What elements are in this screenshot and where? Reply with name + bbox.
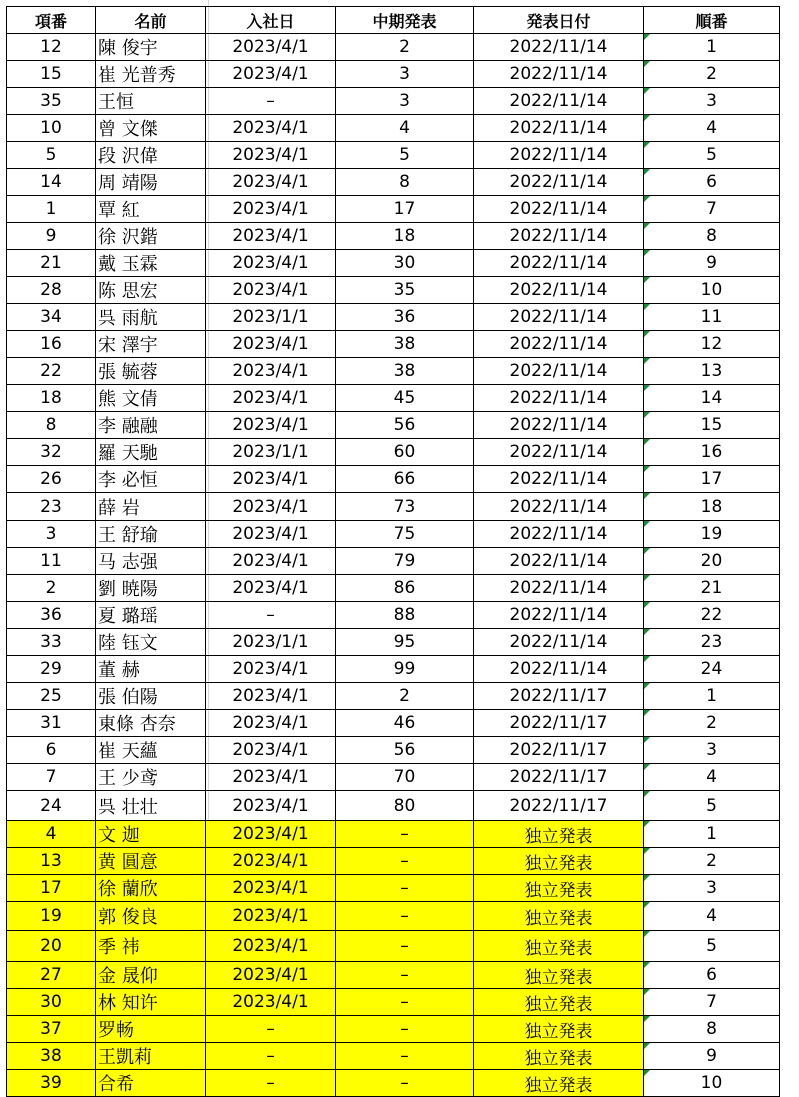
cell-presentation-date[interactable]: 2022/11/17 (474, 683, 644, 710)
cell-mid-presentation[interactable]: 3 (336, 61, 474, 88)
cell-join-date[interactable]: 2023/4/1 (206, 875, 336, 902)
cell-id[interactable]: 19 (7, 902, 96, 931)
cell-id[interactable]: 7 (7, 764, 96, 791)
cell-join-date[interactable]: 2023/4/1 (206, 902, 336, 931)
cell-name[interactable]: 東條 杏奈 (96, 710, 206, 737)
table-row (7, 875, 780, 902)
cell-id[interactable]: 16 (7, 331, 96, 358)
cell-order[interactable]: 15 (644, 412, 780, 439)
table-row (7, 737, 780, 764)
cell-presentation-date[interactable]: 2022/11/14 (474, 223, 644, 250)
table-row (7, 962, 780, 989)
cell-name[interactable]: 熊 文倩 (96, 385, 206, 412)
cell-presentation-date[interactable]: 2022/11/14 (474, 602, 644, 629)
cell-presentation-date[interactable]: 独立発表 (474, 902, 644, 931)
cell-presentation-date[interactable]: 2022/11/17 (474, 764, 644, 791)
cell-presentation-date[interactable]: 2022/11/14 (474, 439, 644, 466)
cell-order[interactable]: 2 (644, 710, 780, 737)
table-row (7, 115, 780, 142)
cell-join-date[interactable]: 2023/4/1 (206, 821, 336, 848)
cell-join-date[interactable]: – (206, 1043, 336, 1070)
table-row (7, 575, 780, 602)
cell-join-date[interactable]: – (206, 1016, 336, 1043)
cell-presentation-date[interactable]: 2022/11/14 (474, 250, 644, 277)
cell-name[interactable]: 宋 澤宇 (96, 331, 206, 358)
cell-order[interactable]: 1 (644, 34, 780, 61)
cell-mid-presentation[interactable]: 45 (336, 385, 474, 412)
cell-mid-presentation[interactable]: 46 (336, 710, 474, 737)
cell-id[interactable]: 5 (7, 142, 96, 169)
cell-name[interactable]: 段 沢偉 (96, 142, 206, 169)
cell-name[interactable]: 呉 壮壮 (96, 791, 206, 821)
table-row (7, 358, 780, 385)
cell-mid-presentation[interactable]: – (336, 962, 474, 989)
cell-order[interactable]: 3 (644, 88, 780, 115)
cell-join-date[interactable]: 2023/4/1 (206, 61, 336, 88)
cell-order[interactable]: 4 (644, 115, 780, 142)
cell-mid-presentation[interactable]: 66 (336, 466, 474, 493)
cell-order[interactable]: 2 (644, 848, 780, 875)
cell-join-date[interactable]: 2023/4/1 (206, 466, 336, 493)
cell-mid-presentation[interactable]: 8 (336, 169, 474, 196)
cell-presentation-date[interactable]: 2022/11/17 (474, 791, 644, 821)
table-row (7, 169, 780, 196)
table-row (7, 385, 780, 412)
cell-presentation-date[interactable]: 2022/11/14 (474, 656, 644, 683)
cell-order[interactable]: 23 (644, 629, 780, 656)
table-row (7, 196, 780, 223)
cell-order[interactable]: 9 (644, 1043, 780, 1070)
table-row (7, 277, 780, 304)
cell-join-date[interactable]: 2023/4/1 (206, 962, 336, 989)
cell-presentation-date[interactable]: 2022/11/14 (474, 358, 644, 385)
cell-presentation-date[interactable]: 2022/11/14 (474, 34, 644, 61)
cell-join-date[interactable]: 2023/4/1 (206, 548, 336, 575)
cell-name[interactable]: 董 赫 (96, 656, 206, 683)
header-join-date[interactable]: 入社日 (206, 7, 336, 34)
cell-order[interactable]: 4 (644, 764, 780, 791)
cell-name[interactable]: 李 融融 (96, 412, 206, 439)
table-row (7, 466, 780, 493)
cell-name[interactable]: 陸 钰文 (96, 629, 206, 656)
table-row (7, 493, 780, 521)
cell-order[interactable]: 8 (644, 223, 780, 250)
table-row (7, 88, 780, 115)
cell-name[interactable]: 文 迦 (96, 821, 206, 848)
cell-presentation-date[interactable]: 2022/11/14 (474, 575, 644, 602)
cell-presentation-date[interactable]: 2022/11/14 (474, 548, 644, 575)
cell-join-date[interactable]: 2023/4/1 (206, 196, 336, 223)
cell-presentation-date[interactable]: 独立発表 (474, 848, 644, 875)
cell-name[interactable]: 马 志强 (96, 548, 206, 575)
header-presentation-date[interactable]: 発表日付 (474, 7, 644, 34)
cell-name[interactable]: 陳 俊宇 (96, 34, 206, 61)
table-row (7, 902, 780, 931)
cell-order[interactable]: 24 (644, 656, 780, 683)
cell-order[interactable]: 16 (644, 439, 780, 466)
cell-name[interactable]: 郭 俊良 (96, 902, 206, 931)
cell-name[interactable]: 徐 沢鍇 (96, 223, 206, 250)
cell-name[interactable]: 張 伯陽 (96, 683, 206, 710)
table-row (7, 223, 780, 250)
cell-id[interactable]: 22 (7, 358, 96, 385)
cell-join-date[interactable]: 2023/4/1 (206, 656, 336, 683)
cell-name[interactable]: 崔 光普秀 (96, 61, 206, 88)
cell-mid-presentation[interactable]: 35 (336, 277, 474, 304)
cell-join-date[interactable]: 2023/4/1 (206, 575, 336, 602)
cell-name[interactable]: 合希 (96, 1070, 206, 1097)
cell-mid-presentation[interactable]: 75 (336, 521, 474, 548)
cell-presentation-date[interactable]: 独立発表 (474, 962, 644, 989)
cell-presentation-date[interactable]: 2022/11/14 (474, 493, 644, 521)
cell-join-date[interactable]: 2023/4/1 (206, 331, 336, 358)
cell-id[interactable]: 12 (7, 34, 96, 61)
cell-mid-presentation[interactable]: – (336, 1016, 474, 1043)
cell-order[interactable]: 14 (644, 385, 780, 412)
table-row (7, 304, 780, 331)
cell-mid-presentation[interactable]: 70 (336, 764, 474, 791)
cell-id[interactable]: 14 (7, 169, 96, 196)
cell-id[interactable]: 1 (7, 196, 96, 223)
cell-mid-presentation[interactable]: 30 (336, 250, 474, 277)
cell-name[interactable]: 王 少鸢 (96, 764, 206, 791)
cell-join-date[interactable]: 2023/4/1 (206, 683, 336, 710)
cell-join-date[interactable]: – (206, 1070, 336, 1097)
cell-join-date[interactable]: 2023/4/1 (206, 710, 336, 737)
cell-presentation-date[interactable]: 2022/11/17 (474, 710, 644, 737)
cell-mid-presentation[interactable]: – (336, 1043, 474, 1070)
cell-join-date[interactable]: – (206, 602, 336, 629)
cell-name[interactable]: 崔 天蘊 (96, 737, 206, 764)
cell-join-date[interactable]: 2023/4/1 (206, 169, 336, 196)
cell-order[interactable]: 5 (644, 791, 780, 821)
cell-mid-presentation[interactable]: 60 (336, 439, 474, 466)
cell-order[interactable]: 1 (644, 821, 780, 848)
cell-join-date[interactable]: 2023/4/1 (206, 142, 336, 169)
cell-order[interactable]: 6 (644, 962, 780, 989)
cell-order[interactable]: 20 (644, 548, 780, 575)
cell-id[interactable]: 4 (7, 821, 96, 848)
cell-name[interactable]: 王凱莉 (96, 1043, 206, 1070)
cell-id[interactable]: 2 (7, 575, 96, 602)
cell-presentation-date[interactable]: 2022/11/17 (474, 737, 644, 764)
cell-name[interactable]: 薛 岩 (96, 493, 206, 521)
cell-presentation-date[interactable]: 2022/11/14 (474, 169, 644, 196)
cell-id[interactable]: 29 (7, 656, 96, 683)
header-order[interactable]: 順番 (644, 7, 780, 34)
cell-order[interactable]: 5 (644, 931, 780, 962)
table-row (7, 331, 780, 358)
cell-mid-presentation[interactable]: 2 (336, 34, 474, 61)
cell-id[interactable]: 10 (7, 115, 96, 142)
cell-join-date[interactable]: 2023/4/1 (206, 412, 336, 439)
cell-join-date[interactable]: 2023/4/1 (206, 115, 336, 142)
cell-presentation-date[interactable]: 独立発表 (474, 989, 644, 1016)
table-row (7, 142, 780, 169)
header-name[interactable]: 名前 (96, 7, 206, 34)
cell-mid-presentation[interactable]: 3 (336, 88, 474, 115)
cell-id[interactable]: 36 (7, 602, 96, 629)
cell-name[interactable]: 呉 雨航 (96, 304, 206, 331)
cell-join-date[interactable]: 2023/4/1 (206, 989, 336, 1016)
header-mid-presentation[interactable]: 中期発表 (336, 7, 474, 34)
cell-order[interactable]: 8 (644, 1016, 780, 1043)
cell-mid-presentation[interactable]: – (336, 875, 474, 902)
cell-join-date[interactable]: 2023/4/1 (206, 385, 336, 412)
cell-mid-presentation[interactable]: 73 (336, 493, 474, 521)
table-row (7, 521, 780, 548)
cell-join-date[interactable]: 2023/4/1 (206, 791, 336, 821)
table-row (7, 989, 780, 1016)
cell-mid-presentation[interactable]: 18 (336, 223, 474, 250)
cell-id[interactable]: 23 (7, 493, 96, 521)
cell-mid-presentation[interactable]: – (336, 821, 474, 848)
cell-id[interactable]: 33 (7, 629, 96, 656)
cell-id[interactable]: 8 (7, 412, 96, 439)
cell-mid-presentation[interactable]: – (336, 848, 474, 875)
cell-name[interactable]: 張 毓蓉 (96, 358, 206, 385)
table-row (7, 791, 780, 821)
cell-id[interactable]: 38 (7, 1043, 96, 1070)
cell-name[interactable]: 羅 天馳 (96, 439, 206, 466)
cell-order[interactable]: 5 (644, 142, 780, 169)
cell-presentation-date[interactable]: 2022/11/14 (474, 331, 644, 358)
table-row (7, 848, 780, 875)
cell-order[interactable]: 9 (644, 250, 780, 277)
cell-id[interactable]: 39 (7, 1070, 96, 1097)
cell-id[interactable]: 24 (7, 791, 96, 821)
cell-order[interactable]: 3 (644, 737, 780, 764)
cell-name[interactable]: 夏 璐瑶 (96, 602, 206, 629)
table-row (7, 602, 780, 629)
table-row (7, 412, 780, 439)
cell-mid-presentation[interactable]: 4 (336, 115, 474, 142)
header-row (7, 7, 780, 34)
cell-join-date[interactable]: 2023/1/1 (206, 304, 336, 331)
cell-presentation-date[interactable]: 2022/11/14 (474, 142, 644, 169)
cell-presentation-date[interactable]: 独立発表 (474, 875, 644, 902)
cell-mid-presentation[interactable]: 17 (336, 196, 474, 223)
cell-presentation-date[interactable]: 2022/11/14 (474, 466, 644, 493)
cell-name[interactable]: 李 必恒 (96, 466, 206, 493)
table-row (7, 34, 780, 61)
cell-order[interactable]: 17 (644, 466, 780, 493)
cell-id[interactable]: 28 (7, 277, 96, 304)
cell-order[interactable]: 12 (644, 331, 780, 358)
cell-join-date[interactable]: 2023/4/1 (206, 34, 336, 61)
cell-order[interactable]: 7 (644, 196, 780, 223)
cell-presentation-date[interactable]: 2022/11/14 (474, 521, 644, 548)
cell-mid-presentation[interactable]: 5 (336, 142, 474, 169)
table-row (7, 821, 780, 848)
cell-mid-presentation[interactable]: 99 (336, 656, 474, 683)
cell-join-date[interactable]: 2023/4/1 (206, 358, 336, 385)
table-row (7, 61, 780, 88)
cell-name[interactable]: 覃 紅 (96, 196, 206, 223)
table-row (7, 683, 780, 710)
cell-presentation-date[interactable]: 独立発表 (474, 1070, 644, 1097)
cell-order[interactable]: 3 (644, 875, 780, 902)
table-row (7, 710, 780, 737)
cell-name[interactable]: 王 舒瑜 (96, 521, 206, 548)
cell-id[interactable]: 6 (7, 737, 96, 764)
cell-order[interactable]: 10 (644, 277, 780, 304)
cell-order[interactable]: 18 (644, 493, 780, 521)
cell-order[interactable]: 11 (644, 304, 780, 331)
cell-mid-presentation[interactable]: – (336, 1070, 474, 1097)
table-row (7, 1070, 780, 1097)
table-row (7, 439, 780, 466)
cell-order[interactable]: 2 (644, 61, 780, 88)
cell-order[interactable]: 21 (644, 575, 780, 602)
cell-join-date[interactable]: – (206, 88, 336, 115)
cell-id[interactable]: 37 (7, 1016, 96, 1043)
cell-mid-presentation[interactable]: 38 (336, 331, 474, 358)
cell-presentation-date[interactable]: 2022/11/14 (474, 115, 644, 142)
spreadsheet-table (6, 6, 780, 1097)
cell-presentation-date[interactable]: 独立発表 (474, 821, 644, 848)
cell-mid-presentation[interactable]: 95 (336, 629, 474, 656)
cell-presentation-date[interactable]: 2022/11/14 (474, 61, 644, 88)
cell-presentation-date[interactable]: 2022/11/14 (474, 196, 644, 223)
cell-join-date[interactable]: 2023/4/1 (206, 764, 336, 791)
cell-order[interactable]: 4 (644, 902, 780, 931)
cell-join-date[interactable]: 2023/1/1 (206, 629, 336, 656)
cell-presentation-date[interactable]: 2022/11/14 (474, 412, 644, 439)
cell-id[interactable]: 11 (7, 548, 96, 575)
cell-join-date[interactable]: 2023/1/1 (206, 439, 336, 466)
header-id[interactable]: 項番 (7, 7, 96, 34)
cell-name[interactable]: 罗畅 (96, 1016, 206, 1043)
cell-presentation-date[interactable]: 独立発表 (474, 931, 644, 962)
cell-id[interactable]: 17 (7, 875, 96, 902)
cell-order[interactable]: 6 (644, 169, 780, 196)
table-row (7, 548, 780, 575)
table-row (7, 764, 780, 791)
cell-order[interactable]: 7 (644, 989, 780, 1016)
cell-presentation-date[interactable]: 独立発表 (474, 1016, 644, 1043)
cell-mid-presentation[interactable]: 79 (336, 548, 474, 575)
cell-id[interactable]: 35 (7, 88, 96, 115)
cell-presentation-date[interactable]: 2022/11/14 (474, 304, 644, 331)
table-row (7, 1043, 780, 1070)
cell-mid-presentation[interactable]: 80 (336, 791, 474, 821)
cell-order[interactable]: 19 (644, 521, 780, 548)
cell-name[interactable]: 季 祎 (96, 931, 206, 962)
cell-name[interactable]: 林 知许 (96, 989, 206, 1016)
cell-mid-presentation[interactable]: 56 (336, 412, 474, 439)
cell-id[interactable]: 34 (7, 304, 96, 331)
cell-join-date[interactable]: 2023/4/1 (206, 493, 336, 521)
cell-name[interactable]: 周 靖陽 (96, 169, 206, 196)
cell-id[interactable]: 27 (7, 962, 96, 989)
cell-presentation-date[interactable]: 2022/11/14 (474, 385, 644, 412)
cell-presentation-date[interactable]: 独立発表 (474, 1043, 644, 1070)
cell-name[interactable]: 曾 文傑 (96, 115, 206, 142)
cell-id[interactable]: 18 (7, 385, 96, 412)
cell-name[interactable]: 劉 暁陽 (96, 575, 206, 602)
cell-mid-presentation[interactable]: 56 (336, 737, 474, 764)
cell-join-date[interactable]: 2023/4/1 (206, 277, 336, 304)
cell-join-date[interactable]: 2023/4/1 (206, 223, 336, 250)
cell-mid-presentation[interactable]: 36 (336, 304, 474, 331)
cell-id[interactable]: 31 (7, 710, 96, 737)
cell-join-date[interactable]: 2023/4/1 (206, 848, 336, 875)
cell-id[interactable]: 21 (7, 250, 96, 277)
cell-id[interactable]: 30 (7, 989, 96, 1016)
cell-join-date[interactable]: 2023/4/1 (206, 521, 336, 548)
cell-name[interactable]: 黄 圓意 (96, 848, 206, 875)
cell-mid-presentation[interactable]: 88 (336, 602, 474, 629)
cell-join-date[interactable]: 2023/4/1 (206, 250, 336, 277)
cell-order[interactable]: 13 (644, 358, 780, 385)
cell-id[interactable]: 32 (7, 439, 96, 466)
cell-order[interactable]: 1 (644, 683, 780, 710)
cell-id[interactable]: 13 (7, 848, 96, 875)
cell-id[interactable]: 3 (7, 521, 96, 548)
cell-id[interactable]: 20 (7, 931, 96, 962)
cell-name[interactable]: 徐 蘭欣 (96, 875, 206, 902)
cell-name[interactable]: 戴 玉霖 (96, 250, 206, 277)
cell-order[interactable]: 10 (644, 1070, 780, 1097)
cell-join-date[interactable]: 2023/4/1 (206, 737, 336, 764)
cell-join-date[interactable]: 2023/4/1 (206, 931, 336, 962)
cell-mid-presentation[interactable]: – (336, 931, 474, 962)
table-row (7, 629, 780, 656)
table-row (7, 931, 780, 962)
cell-presentation-date[interactable]: 2022/11/14 (474, 629, 644, 656)
cell-mid-presentation[interactable]: 2 (336, 683, 474, 710)
cell-presentation-date[interactable]: 2022/11/14 (474, 88, 644, 115)
table-row (7, 656, 780, 683)
cell-name[interactable]: 金 晟仰 (96, 962, 206, 989)
cell-name[interactable]: 陈 思宏 (96, 277, 206, 304)
cell-id[interactable]: 9 (7, 223, 96, 250)
table-row (7, 1016, 780, 1043)
table-row (7, 250, 780, 277)
cell-id[interactable]: 26 (7, 466, 96, 493)
cell-mid-presentation[interactable]: 38 (336, 358, 474, 385)
cell-name[interactable]: 王恒 (96, 88, 206, 115)
cell-order[interactable]: 22 (644, 602, 780, 629)
cell-id[interactable]: 15 (7, 61, 96, 88)
cell-id[interactable]: 25 (7, 683, 96, 710)
cell-presentation-date[interactable]: 2022/11/14 (474, 277, 644, 304)
cell-mid-presentation[interactable]: – (336, 989, 474, 1016)
cell-mid-presentation[interactable]: – (336, 902, 474, 931)
cell-mid-presentation[interactable]: 86 (336, 575, 474, 602)
